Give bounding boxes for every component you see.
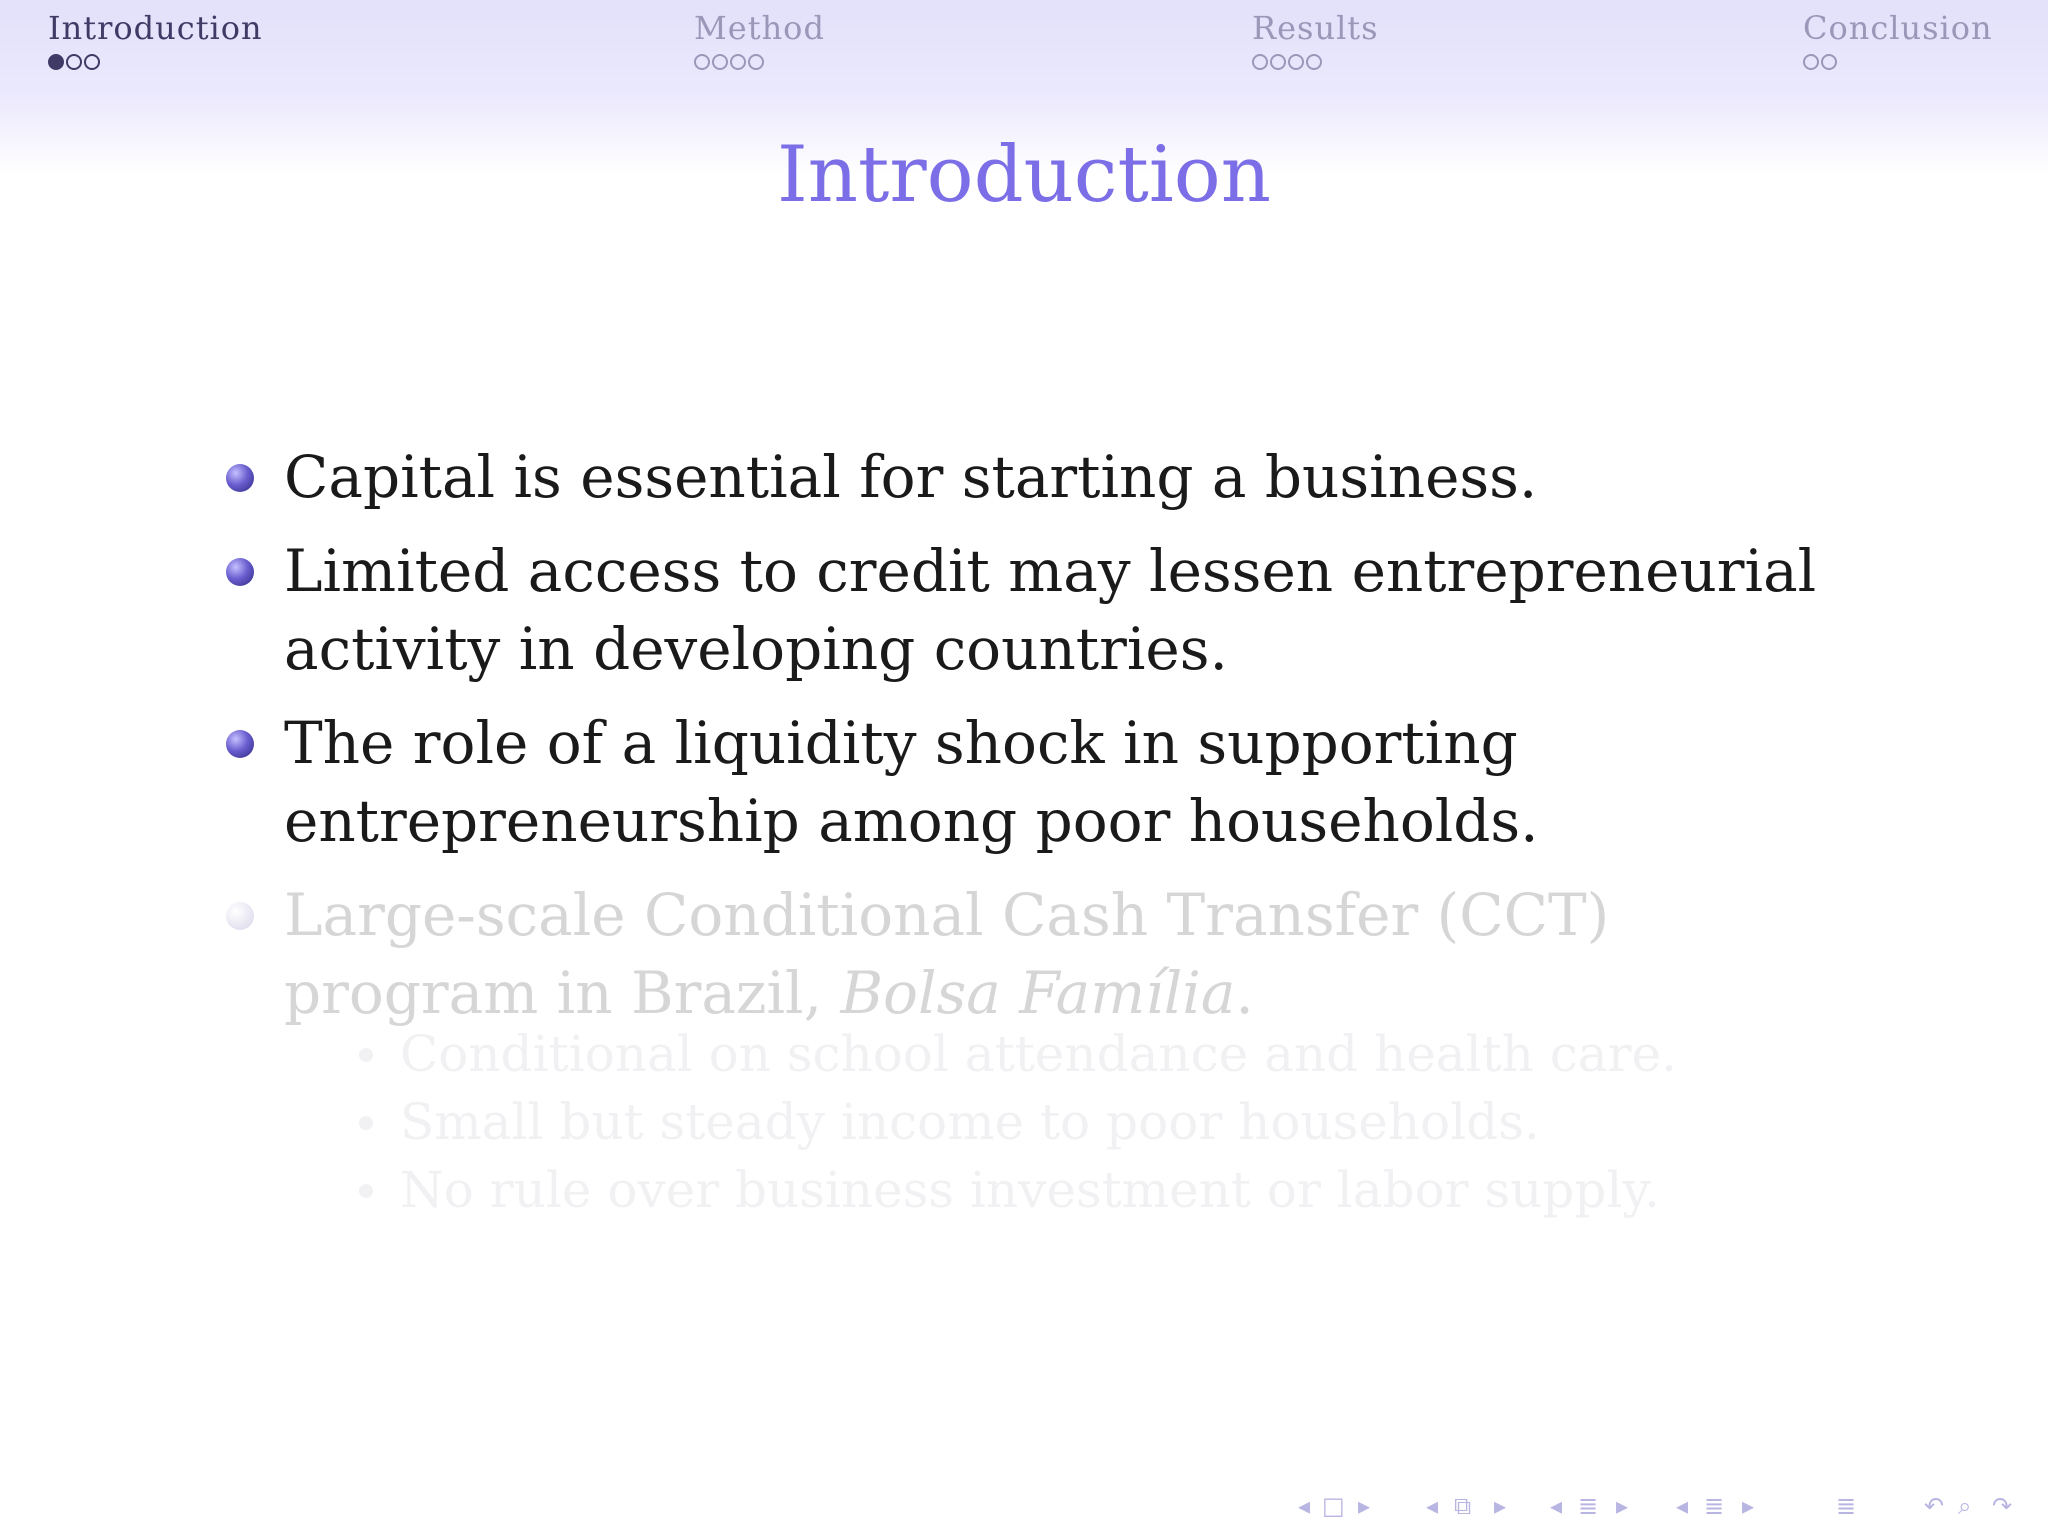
redo-icon[interactable]: ↷ — [1992, 1492, 2013, 1520]
list-item-faded — [222, 876, 1862, 1032]
nav-dot-current[interactable] — [48, 54, 64, 70]
beamer-navigation — [1298, 1488, 2033, 1524]
bullet-ball-icon — [226, 902, 254, 930]
list-item-text — [284, 876, 1862, 1032]
nav-dot[interactable] — [1270, 54, 1286, 70]
nav-dot[interactable] — [1306, 54, 1322, 70]
slide-title: Introduction — [777, 130, 1271, 220]
undo-icon[interactable]: ↶ — [1924, 1492, 1945, 1520]
nav-section-method[interactable] — [694, 8, 825, 70]
nav-dot[interactable] — [730, 54, 746, 70]
sub-bullet-list — [345, 1020, 1745, 1224]
bullet-ball-icon — [226, 730, 254, 758]
nav-section-introduction[interactable] — [48, 8, 263, 70]
nav-section-label: Results — [1252, 9, 1379, 47]
list-item — [222, 704, 1862, 860]
nav-section-results[interactable] — [1252, 8, 1379, 70]
arrow-right-icon[interactable]: ▸ — [1358, 1492, 1371, 1520]
nav-dots — [1803, 54, 1993, 70]
arrow-left-icon[interactable]: ◂ — [1298, 1492, 1311, 1520]
sub-list-item — [345, 1088, 1745, 1156]
nav-dot[interactable] — [1821, 54, 1837, 70]
sub-bullet-icon — [359, 1184, 373, 1198]
nav-section-label: Conclusion — [1803, 9, 1993, 47]
list-item-text-end: . — [1235, 959, 1254, 1027]
sub-list-item-text: Small but steady income to poor households. — [400, 1093, 1540, 1151]
nav-dot[interactable] — [694, 54, 710, 70]
arrow-right-icon[interactable]: ▸ — [1494, 1492, 1507, 1520]
bullet-ball-icon — [226, 464, 254, 492]
section-icon[interactable]: ≣ — [1704, 1492, 1725, 1520]
sub-list-item — [345, 1020, 1745, 1088]
sub-bullet-icon — [359, 1116, 373, 1130]
nav-dot[interactable] — [1803, 54, 1819, 70]
section-icon[interactable]: ≣ — [1578, 1492, 1599, 1520]
list-item — [222, 438, 1862, 516]
arrow-left-icon[interactable]: ◂ — [1426, 1492, 1439, 1520]
nav-dot[interactable] — [1288, 54, 1304, 70]
nav-dot[interactable] — [712, 54, 728, 70]
nav-dots — [694, 54, 825, 70]
list-item-emphasis: Bolsa Família — [840, 959, 1236, 1027]
bullet-list — [222, 438, 1862, 1048]
nav-dots — [48, 54, 263, 70]
arrow-left-icon[interactable]: ◂ — [1550, 1492, 1563, 1520]
nav-section-conclusion[interactable] — [1803, 8, 1993, 70]
bullet-ball-icon — [226, 558, 254, 586]
nav-section-label: Introduction — [48, 9, 263, 47]
nav-dot[interactable] — [84, 54, 100, 70]
nav-dots — [1252, 54, 1379, 70]
sub-list-item-text: Conditional on school attendance and health care. — [400, 1025, 1677, 1083]
list-item-text: Limited access to credit may lessen entrepreneurial activity in developing countries. — [284, 537, 1817, 683]
search-icon[interactable]: ⌕ — [1958, 1492, 1972, 1520]
list-item-text: Capital is essential for starting a business. — [284, 443, 1538, 511]
appendix-icon[interactable]: ≣ — [1836, 1492, 1857, 1520]
arrow-right-icon[interactable]: ▸ — [1616, 1492, 1629, 1520]
sub-list-item — [345, 1156, 1745, 1224]
nav-dot[interactable] — [748, 54, 764, 70]
arrow-left-icon[interactable]: ◂ — [1676, 1492, 1689, 1520]
nav-dot[interactable] — [1252, 54, 1268, 70]
list-item-text: The role of a liquidity shock in supporting entrepreneurship among poor households. — [284, 709, 1539, 855]
nav-dot[interactable] — [66, 54, 82, 70]
list-item-text-main: Large-scale Conditional Cash Transfer (CCT) program in Brazil, — [284, 881, 1610, 1027]
list-item — [222, 532, 1862, 688]
subsection-icon[interactable]: ⧉ — [1454, 1492, 1472, 1520]
sub-list-item-text: No rule over business investment or labor supply. — [400, 1161, 1660, 1219]
frame-icon[interactable]: □ — [1322, 1492, 1345, 1520]
nav-section-label: Method — [694, 9, 825, 47]
arrow-right-icon[interactable]: ▸ — [1742, 1492, 1755, 1520]
sub-bullet-icon — [359, 1048, 373, 1062]
